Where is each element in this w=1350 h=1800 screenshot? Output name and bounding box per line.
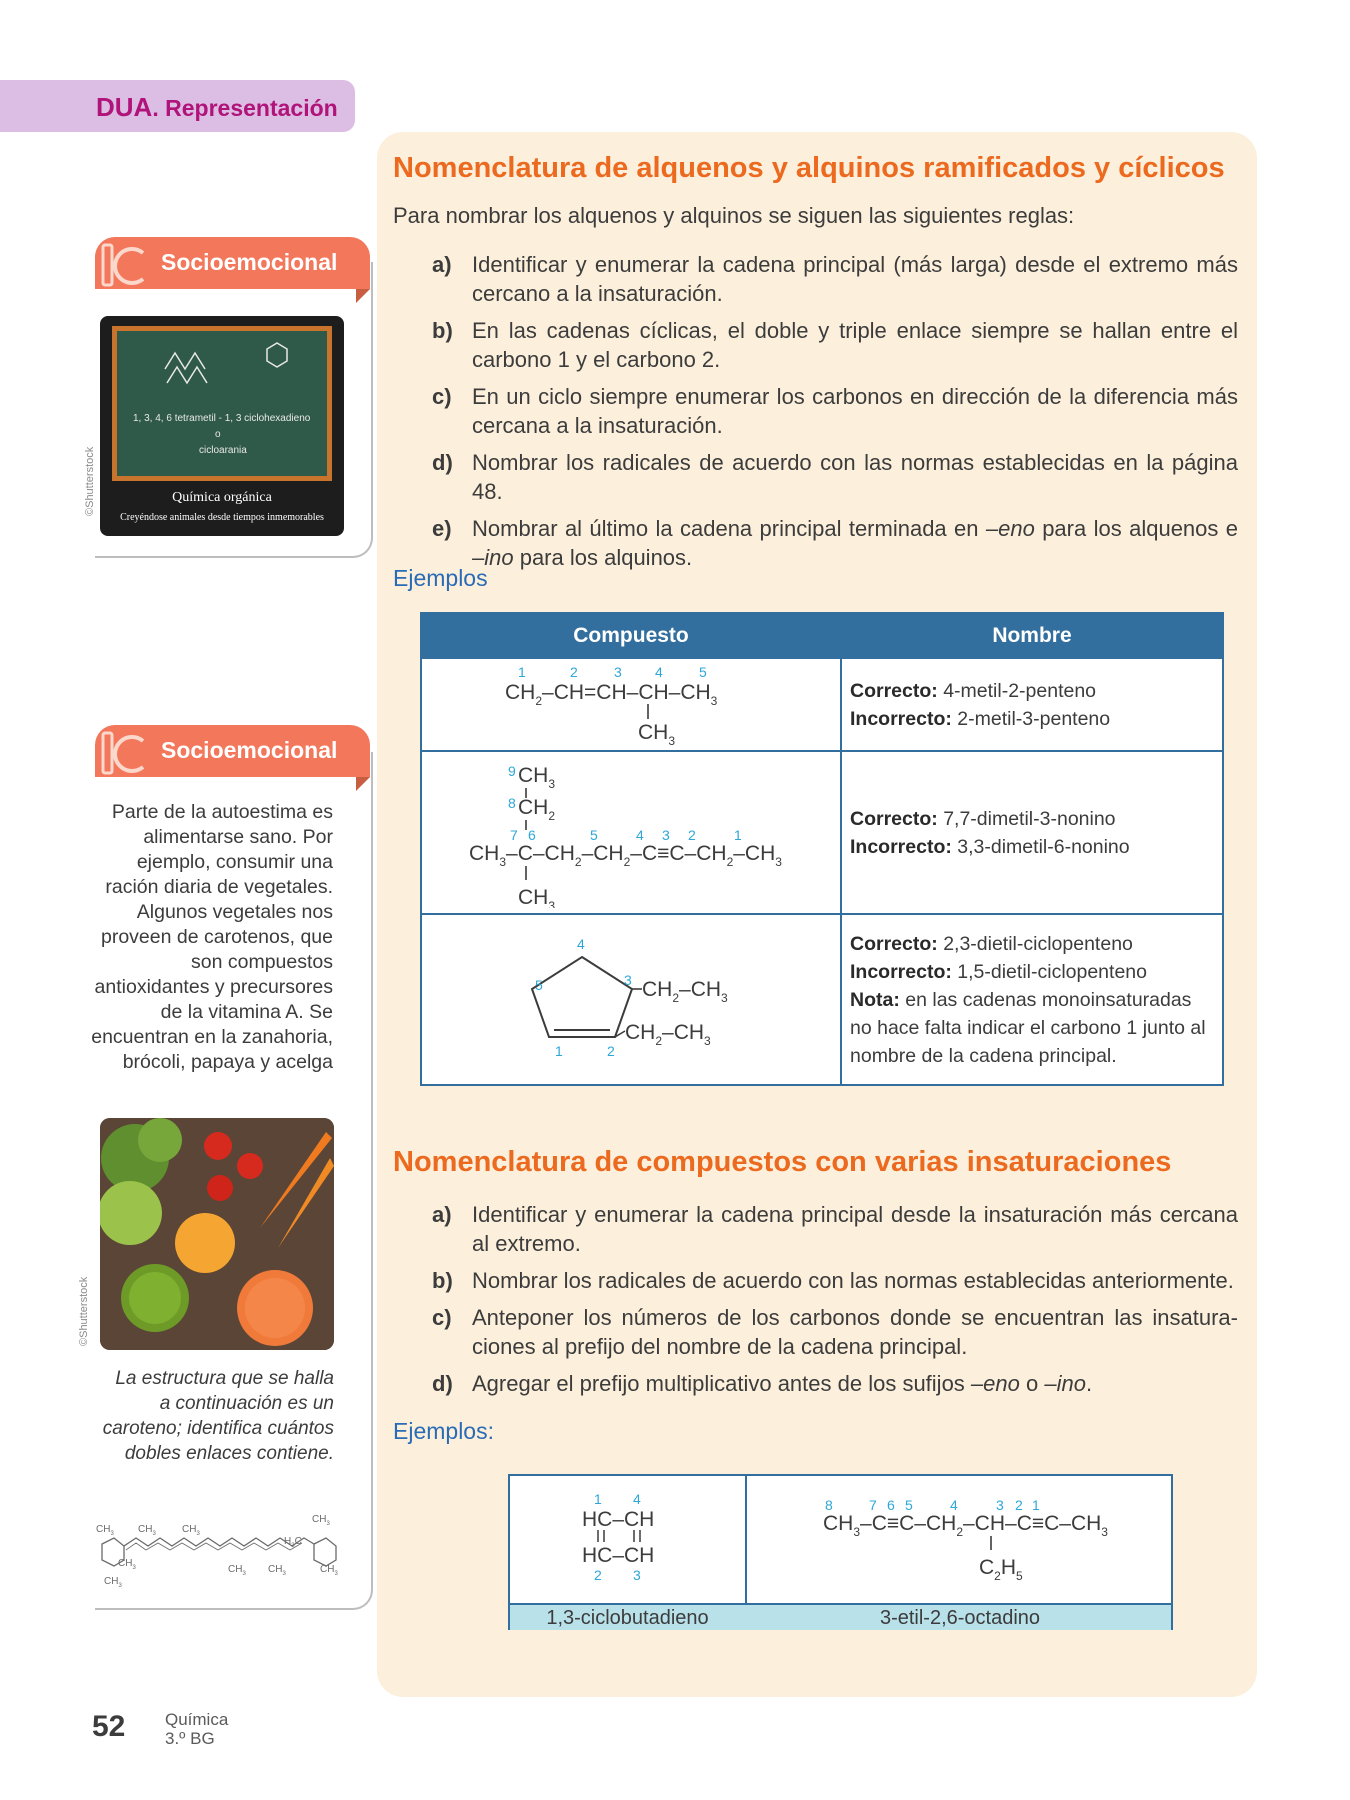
examples2-label: Ejemplos:	[393, 1418, 494, 1444]
svg-text:CH2–CH3: $CH_2-CH_3$	[642, 978, 728, 1005]
svg-text:2: 2	[1015, 1497, 1023, 1513]
svg-text:CH2–CH3: $CH_2-CH_3$	[625, 1021, 711, 1048]
svg-text:CH3: $CH_3$	[228, 1564, 246, 1577]
svg-text:6: 6	[528, 827, 536, 843]
name-cyclobutadiene: 1,3-ciclobutadieno	[546, 1607, 709, 1629]
sidebar1-title: Socioemocional	[161, 249, 338, 275]
chalkboard-caption: Química orgánica	[172, 490, 272, 505]
svg-text:CH3–C–CH2–CH2–C≡C–CH2–CH3: $CH_3-C-CH_2-CH_2-C\equiv C-CH_2-CH_3$	[469, 842, 782, 869]
section1-rules	[432, 250, 1238, 580]
rule-d: d) Nombrar los radicales de acuerdo con las normas establecidas en la página 48.	[432, 450, 1238, 504]
svg-text:CH3: $CH_3$	[268, 1564, 286, 1577]
structure-methylpentene	[422, 659, 838, 745]
svg-text:9: 9	[508, 763, 516, 779]
svg-text:4: 4	[950, 1497, 958, 1513]
rule-c: c) Anteponer los números de los carbonos donde se encuentran las insatura-ciones al prefijo del nombre de la cadena principal.	[432, 1305, 1238, 1359]
structure-cell	[421, 751, 841, 914]
chalk-drawing	[117, 331, 327, 476]
examples-table	[420, 612, 1224, 1086]
section1-intro: Para nombrar los alquenos y alquinos se siguen las siguientes reglas:	[393, 203, 1075, 228]
svg-text:CH3: $CH_3$	[96, 1524, 114, 1537]
svg-text:5: 5	[699, 664, 707, 680]
rule-e: e) Nombrar al último la cadena principal terminada en –eno para los alquenos e –ino para los alquinos.	[432, 516, 1238, 570]
svg-text:5: 5	[905, 1497, 913, 1513]
name-ethyloctadiyne: 3-etil-2,6-octadino	[879, 1607, 1041, 1629]
sidebar2-title: Socioemocional	[161, 737, 338, 763]
ic-logo-icon	[97, 729, 151, 777]
svg-text:3: 3	[614, 664, 622, 680]
svg-text:3: 3	[996, 1497, 1004, 1513]
structure-ethyloctadiyne	[747, 1476, 1173, 1602]
examples-label: Ejemplos	[393, 565, 488, 591]
svg-text:H3C: $H_3C$	[284, 1536, 302, 1549]
svg-text:C2H5: $C_2H_5$	[979, 1556, 1023, 1583]
chalkboard-image	[100, 316, 344, 536]
svg-text:1, 3, 4, 6 tetrametil - 1, 3 c: 1, 3, 4, 6 tetrametil - 1, 3 ciclohexadieno	[133, 413, 311, 424]
carotene-structure	[88, 1508, 352, 1590]
structure-dimethylnonyne	[422, 752, 838, 908]
svg-text:1: 1	[1032, 1497, 1040, 1513]
examples2-table	[508, 1474, 1173, 1630]
rule-a: a) Identificar y enumerar la cadena principal (más larga) desde el extremo más cercano a la insaturación.	[432, 252, 1238, 306]
svg-text:CH3: $CH_3$	[320, 1564, 338, 1577]
svg-text:5: 5	[590, 827, 598, 843]
svg-text:8: 8	[508, 795, 516, 811]
svg-text:CH3: $CH_3$	[518, 886, 556, 908]
section2-rules	[432, 1200, 1238, 1406]
svg-text:CH3: $CH_3$	[518, 764, 556, 791]
page-number: 52	[92, 1710, 126, 1743]
section1-title: Nomenclatura de alquenos y alquinos ramificados y cíclicos	[393, 152, 1225, 184]
rule-c: c) En un ciclo siempre enumerar los carbonos en dirección de la diferencia más cercana a la insaturación.	[432, 384, 1238, 438]
structure-cell	[421, 914, 841, 1085]
svg-text:1: 1	[518, 664, 526, 680]
header-compuesto: Compuesto	[421, 613, 841, 658]
svg-text:1: 1	[555, 1043, 563, 1059]
svg-text:2: 2	[594, 1567, 602, 1583]
vegetables-image	[100, 1118, 334, 1350]
svg-text:2: 2	[688, 827, 696, 843]
structure-cell	[421, 658, 841, 751]
image-credit: ©Shutterstock	[84, 446, 96, 516]
names-row	[510, 1603, 1171, 1630]
svg-text:CH3: $CH_3$	[104, 1576, 122, 1589]
svg-text:7: 7	[869, 1497, 877, 1513]
svg-text:1: 1	[734, 827, 742, 843]
svg-text:4: 4	[655, 664, 663, 680]
dua-suffix: . Representación	[152, 95, 338, 121]
svg-text:3: 3	[624, 972, 632, 988]
rule-b: b) En las cadenas cíclicas, el doble y triple enlace siempre se hallan entre el carbono 1 y el carbono 2.	[432, 318, 1238, 372]
rule-a: a) Identificar y enumerar la cadena principal desde la insaturación más cercana al extremo.	[432, 1202, 1238, 1256]
header-nombre: Nombre	[841, 613, 1223, 658]
name-cell: Correcto: 7,7-dimetil-3-nonino Incorrecto: 3,3-dimetil-6-nonino	[841, 751, 1223, 914]
dua-tab	[0, 80, 355, 132]
svg-text:4: 4	[633, 1491, 641, 1507]
svg-text:2: 2	[607, 1043, 615, 1059]
ic-logo-icon	[97, 241, 151, 289]
svg-text:CH3: $CH_3$	[312, 1514, 330, 1527]
section2-title: Nomenclatura de compuestos con varias insaturaciones	[393, 1146, 1172, 1178]
svg-text:6: 6	[887, 1497, 895, 1513]
structure-diethylcyclopentene	[422, 915, 838, 1079]
svg-text:HC–CH: HC–CH	[582, 1544, 655, 1567]
svg-text:CH2: $CH_2$	[518, 796, 556, 823]
svg-text:CH3: $CH_3$	[138, 1524, 156, 1537]
svg-text:4: 4	[577, 936, 585, 952]
rule-d: d) Agregar el prefijo multiplicativo antes de los sufijos –eno o –ino.	[432, 1371, 1093, 1396]
svg-text:HC–CH: HC–CH	[582, 1508, 655, 1531]
dua-label: DUA	[96, 92, 153, 122]
name-cell: Correcto: 2,3-dietil-ciclopenteno Incorrecto: 1,5-dietil-ciclopenteno Nota: en las cadenas monoinsaturadas no hace falta indicar el carbono 1 junto al nombre de la cadena principal.	[841, 914, 1223, 1085]
svg-text:3: 3	[633, 1567, 641, 1583]
svg-text:5: 5	[535, 977, 543, 993]
svg-text:CH2–CH=CH–CH–CH3: $CH_2-CH=CH-CH-CH_3$	[505, 681, 718, 708]
svg-text:cicloarania: cicloarania	[199, 445, 247, 456]
sidebar2-text: Parte de la autoestima es alimentarse sano. Por ejemplo, consumir una ración diaria de vegetales. Algunos vegetales nos proveen de carotenos, que son compuestos antioxidantes y precursores de la vitamina A. Se encuentran en la zanahoria, brócoli, papaya y acelga	[91, 801, 333, 1073]
svg-text:8: 8	[825, 1497, 833, 1513]
chalkboard-subcaption: Creyéndose animales desde tiempos inmemorables	[120, 512, 324, 523]
sidebar2-header	[95, 725, 370, 777]
name-cell: Correcto: 4-metil-2-penteno Incorrecto: 2-metil-3-penteno	[841, 658, 1223, 751]
page-subject: Química 3.º BG	[165, 1710, 229, 1748]
structure-cyclobutadiene	[510, 1476, 745, 1602]
svg-text:CH3: $CH_3$	[638, 721, 676, 745]
rule-b: b) Nombrar los radicales de acuerdo con las normas establecidas anteriormente.	[432, 1268, 1234, 1293]
svg-text:o: o	[215, 429, 221, 440]
image-credit: ©Shutterstock	[78, 1276, 90, 1346]
svg-text:2: 2	[570, 664, 578, 680]
svg-text:3: 3	[662, 827, 670, 843]
svg-text:7: 7	[510, 827, 518, 843]
svg-text:CH3: $CH_3$	[182, 1524, 200, 1537]
svg-text:4: 4	[636, 827, 644, 843]
svg-text:CH3–C≡C–CH2–CH–C≡C–CH3: $CH_3-C\equiv C-CH_2-CH-C\equiv C-CH_3$	[823, 1512, 1108, 1539]
sidebar2-question: La estructura que se halla a continuación es un caroteno; identifica cuántos dobles enlaces contiene.	[102, 1368, 334, 1464]
svg-text:CH3: $CH_3$	[118, 1558, 136, 1571]
svg-text:1: 1	[594, 1491, 602, 1507]
sidebar1-header	[95, 237, 370, 289]
